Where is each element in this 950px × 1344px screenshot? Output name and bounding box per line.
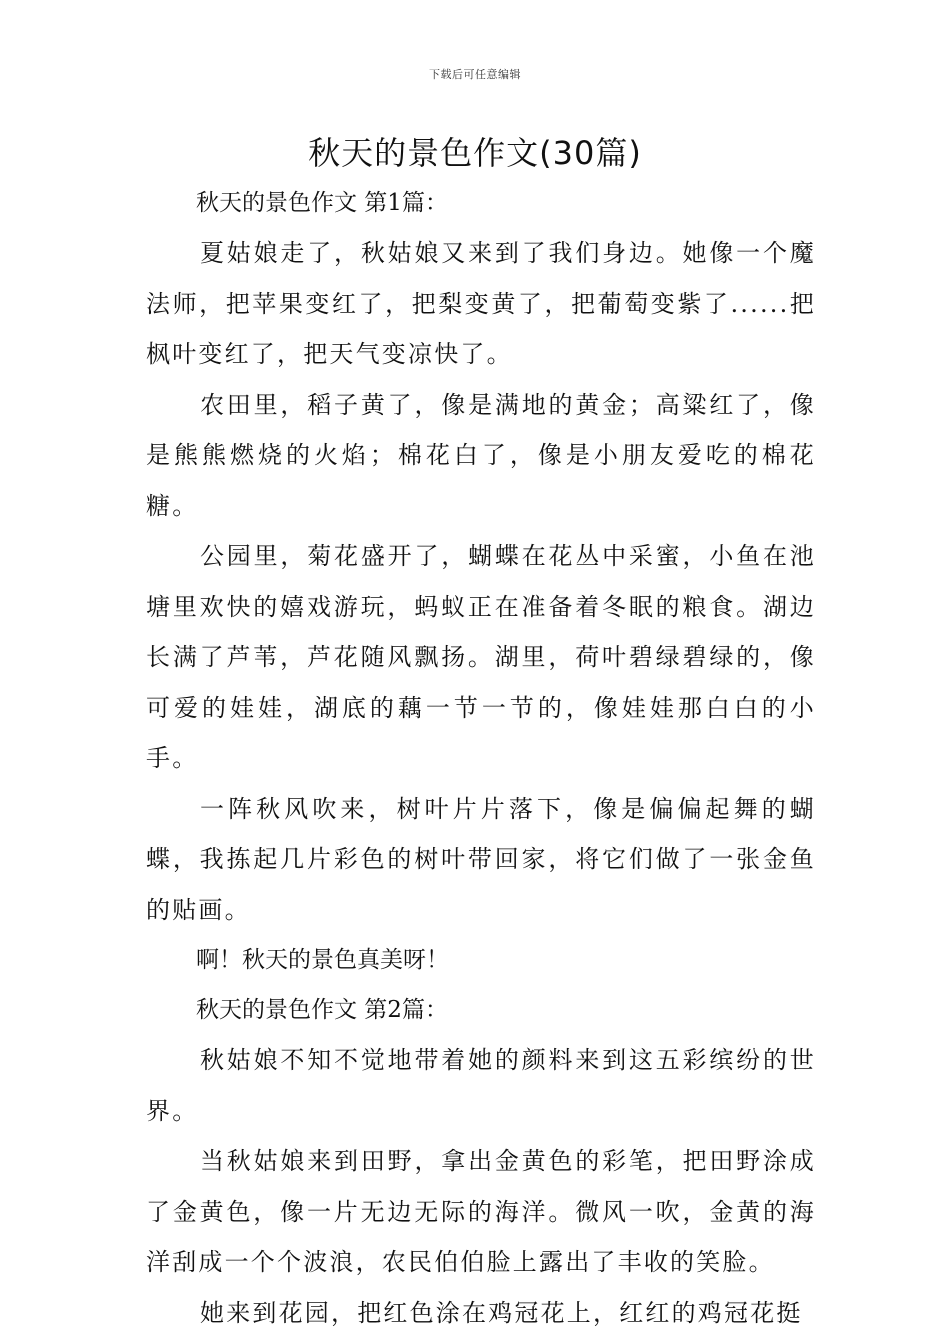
- paragraph: 当秋姑娘来到田野，拿出金黄色的彩笔，把田野涂成了金黄色，像一片无边无际的海洋。微风一吹，金黄的海洋刮成一个个波浪，农民伯伯脸上露出了丰收的笑脸。: [146, 1147, 816, 1276]
- section-heading-2: 秋天的景色作文 第2篇：: [196, 997, 448, 1023]
- paragraph: 秋姑娘不知不觉地带着她的颜料来到这五彩缤纷的世界。: [146, 1046, 816, 1125]
- document-body: [146, 178, 816, 1338]
- section-heading-1: 秋天的景色作文 第1篇：: [196, 190, 448, 216]
- paragraph: 公园里，菊花盛开了，蝴蝶在花丛中采蜜，小鱼在池塘里欢快的嬉戏游玩，蚂蚁正在准备着冬眠的粮食。湖边长满了芦苇，芦花随风飘扬。湖里，荷叶碧绿碧绿的，像可爱的娃娃，湖底的藕一节一节的，像娃娃那白白的小手。: [146, 542, 816, 772]
- exclamation-line: 啊！秋天的景色真美呀！: [196, 947, 449, 973]
- paragraph: 她来到花园，把红色涂在鸡冠花上，红红的鸡冠花挺: [200, 1298, 803, 1327]
- paragraph: 夏姑娘走了，秋姑娘又来到了我们身边。她像一个魔法师，把苹果变红了，把梨变黄了，把葡萄变紫了......把枫叶变红了，把天气变凉快了。: [146, 239, 816, 368]
- header-note: 下载后可任意编辑: [429, 68, 521, 81]
- paragraph: 农田里，稻子黄了，像是满地的黄金；高粱红了，像是熊熊燃烧的火焰；棉花白了，像是小朋友爱吃的棉花糖。: [146, 390, 816, 520]
- paragraph: 一阵秋风吹来，树叶片片落下，像是偏偏起舞的蝴蝶，我拣起几片彩色的树叶带回家，将它们做了一张金鱼的贴画。: [146, 794, 816, 924]
- document-title: 秋天的景色作文(30篇): [308, 134, 642, 172]
